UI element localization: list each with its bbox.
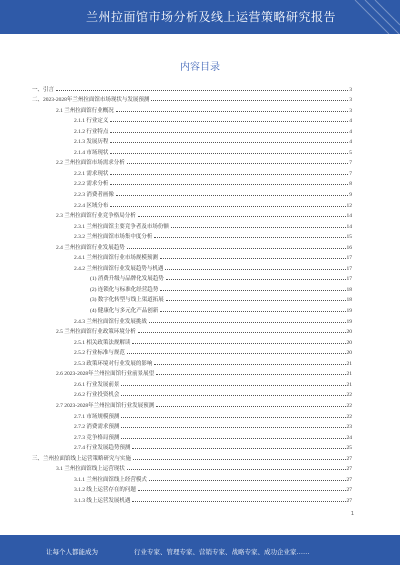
toc-entry-page: 12 [346, 202, 352, 209]
toc-entry-text: 2.5.1 相关政策法规解读 [74, 339, 131, 346]
toc-entry-text: 2.4.2 兰州拉面馆行业发展趋势与机遇 [74, 265, 164, 272]
toc-entry-text: 3.1 兰州拉面馆线上运营现状 [56, 466, 125, 473]
toc-entry[interactable] [32, 82, 352, 93]
toc-entry-text: 2.7.2 消费需求预测 [74, 424, 120, 431]
toc-entry[interactable] [32, 462, 352, 473]
toc-leader-dots [160, 311, 345, 312]
toc-leader-dots [154, 237, 345, 238]
toc-entry-page: 4 [349, 128, 352, 135]
toc-entry-page: 3 [349, 86, 352, 93]
toc-entry[interactable] [32, 177, 352, 188]
toc-entry-page: 14 [346, 213, 352, 220]
toc-leader-dots [138, 216, 346, 217]
toc-entry-page: 4 [349, 118, 352, 125]
table-of-contents [32, 82, 352, 504]
toc-entry[interactable] [32, 388, 352, 399]
toc-leader-dots [132, 343, 345, 344]
toc-leader-dots [110, 174, 348, 175]
toc-entry[interactable] [32, 166, 352, 177]
toc-entry-text: 2.7 2023-2028年兰州拉面馆行业发展预测 [56, 402, 155, 409]
toc-entry-text: 2.3.2 兰州拉面馆市场集中度分析 [74, 234, 153, 241]
toc-entry[interactable] [32, 493, 352, 504]
toc-leader-dots [127, 163, 348, 164]
toc-entry[interactable] [32, 325, 352, 336]
toc-entry-page: 20 [346, 350, 352, 357]
toc-leader-dots [116, 111, 348, 112]
toc-entry-page: 27 [346, 487, 352, 494]
toc-entry-text: (3) 数字化转型与线上渠道拓展 [90, 297, 164, 304]
toc-entry-text: 2.2.3 消费者画像 [74, 192, 114, 199]
toc-leader-dots [56, 90, 348, 91]
toc-entry-text: 2.2.2 需求分析 [74, 181, 109, 188]
report-title: 兰州拉面馆市场分析及线上运营策略研究报告 [86, 10, 337, 24]
toc-entry-text: 2.7.4 行业发展趋势预测 [74, 445, 131, 452]
toc-leader-dots [121, 438, 345, 439]
toc-entry-text: 2.7.1 市场规模预测 [74, 413, 120, 420]
toc-entry-page: 17 [346, 255, 352, 262]
toc-entry-page: 7 [349, 170, 352, 177]
toc-entry[interactable] [32, 251, 352, 262]
toc-entry[interactable] [32, 483, 352, 494]
toc-entry[interactable] [32, 293, 352, 304]
toc-leader-dots [121, 395, 345, 396]
toc-entry-text: 一、引言 [32, 86, 55, 93]
toc-entry[interactable] [32, 356, 352, 367]
toc-leader-dots [171, 227, 346, 228]
toc-entry[interactable] [32, 261, 352, 272]
toc-leader-dots [110, 121, 348, 122]
toc-leader-dots [127, 353, 346, 354]
toc-entry-page: 18 [346, 297, 352, 304]
toc-entry-page: 17 [346, 276, 352, 283]
toc-entry[interactable] [32, 398, 352, 409]
toc-leader-dots [110, 142, 348, 143]
toc-entry-text: 2.1.4 市场现状 [74, 149, 109, 156]
toc-entry-text: (1) 消费升级与品牌化发展趋势 [90, 276, 164, 283]
toc-entry[interactable] [32, 314, 352, 325]
toc-leader-dots [165, 269, 345, 270]
toc-entry[interactable] [32, 420, 352, 431]
toc-entry-page: 16 [346, 244, 352, 251]
toc-entry-page: 27 [346, 466, 352, 473]
toc-entry[interactable] [32, 103, 352, 114]
toc-leader-dots [110, 184, 348, 185]
toc-leader-dots [110, 206, 345, 207]
toc-leader-dots [121, 417, 345, 418]
toc-entry[interactable] [32, 156, 352, 167]
toc-entry[interactable] [32, 472, 352, 483]
toc-entry-text: 2.2.4 区域分布 [74, 202, 109, 209]
toc-entry-page: 23 [346, 424, 352, 431]
toc-entry-text: 2.3.1 兰州拉面馆主要竞争者及市场份额 [74, 223, 169, 230]
toc-entry-page: 17 [346, 265, 352, 272]
toc-entry-page: 14 [346, 223, 352, 230]
toc-entry-text: 2.5 兰州拉面馆行业政策环境分析 [56, 329, 136, 336]
toc-entry-page: 18 [346, 286, 352, 293]
toc-entry-page: 22 [346, 392, 352, 399]
toc-leader-dots [116, 195, 348, 196]
toc-entry-text: 2.6 2023-2028年兰州拉面馆行业前景展望 [56, 371, 155, 378]
toc-entry-page: 5 [349, 149, 352, 156]
footer-banner [0, 535, 400, 565]
toc-entry[interactable] [32, 209, 352, 220]
toc-entry[interactable] [32, 145, 352, 156]
toc-entry-page: 20 [346, 339, 352, 346]
toc-entry[interactable] [32, 367, 352, 378]
toc-leader-dots [166, 300, 346, 301]
toc-entry-page: 27 [346, 497, 352, 504]
toc-leader-dots [110, 153, 348, 154]
toc-entry-text: 2.3 兰州拉面馆行业竞争格局分析 [56, 213, 136, 220]
toc-entry[interactable] [32, 124, 352, 135]
toc-entry-text: 2.4 兰州拉面馆行业发展趋势 [56, 244, 125, 251]
toc-entry-text: 2.5.3 政策环境对行业发展的影响 [74, 360, 153, 367]
toc-entry[interactable] [32, 114, 352, 125]
toc-leader-dots [138, 490, 346, 491]
toc-entry[interactable] [32, 93, 352, 104]
toc-entry-text: 3.1.1 兰州拉面馆线上经营模式 [74, 476, 147, 483]
toc-entry[interactable] [32, 240, 352, 251]
toc-entry-page: 27 [346, 476, 352, 483]
footer-tagline: 行业专家、管理专家、营销专家、战略专家、成功企业家…… [134, 548, 310, 556]
toc-entry-page: 19 [346, 308, 352, 315]
footer-slogan: 让每个人都能成为 [46, 548, 98, 556]
toc-entry-page: 19 [346, 318, 352, 325]
toc-leader-dots [132, 501, 345, 502]
toc-entry-page: 21 [346, 371, 352, 378]
toc-entry-text: 2.6.2 行业投资机会 [74, 392, 120, 399]
toc-heading: 内容目录 [180, 62, 220, 73]
toc-entry-text: 2.1.1 行业定义 [74, 118, 109, 125]
toc-entry[interactable] [32, 430, 352, 441]
toc-entry-text: 二、2023-2028年兰州拉面馆市场现状与发展预测 [32, 97, 150, 104]
toc-entry[interactable] [32, 198, 352, 209]
toc-entry-page: 8 [349, 181, 352, 188]
toc-entry-page: 22 [346, 413, 352, 420]
toc-entry-text: 3.1.3 线上运营发展机遇 [74, 497, 131, 504]
toc-leader-dots [138, 332, 346, 333]
toc-entry-text: 3.1.2 线上运营存在的问题 [74, 487, 136, 494]
toc-entry-text: 2.4.1 兰州拉面馆行业市场规模预测 [74, 255, 158, 262]
toc-leader-dots [156, 374, 345, 375]
toc-entry-text: (4) 健康化与多元化产品创新 [90, 308, 159, 315]
toc-leader-dots [133, 459, 345, 460]
toc-entry-page: 24 [346, 434, 352, 441]
toc-entry-text: 2.1.3 发展历程 [74, 139, 109, 146]
header-decoration [345, 0, 400, 34]
toc-leader-dots [154, 364, 345, 365]
toc-entry[interactable] [32, 409, 352, 420]
toc-entry[interactable] [32, 346, 352, 357]
toc-leader-dots [151, 100, 348, 101]
toc-entry[interactable] [32, 335, 352, 346]
toc-entry[interactable] [32, 451, 352, 462]
toc-entry-text: 三、兰州拉面馆线上运营策略研究与实施 [32, 455, 132, 462]
toc-entry-text: 2.6.1 行业发展前景 [74, 381, 120, 388]
toc-leader-dots [149, 480, 346, 481]
toc-entry-page: 21 [346, 360, 352, 367]
toc-entry[interactable] [32, 272, 352, 283]
toc-leader-dots [127, 248, 346, 249]
toc-entry-page: 7 [349, 160, 352, 167]
toc-entry-page: 3 [349, 107, 352, 114]
toc-entry[interactable] [32, 135, 352, 146]
toc-leader-dots [132, 448, 345, 449]
toc-entry-text: 2.4.3 兰州拉面馆行业发展挑战 [74, 318, 147, 325]
toc-leader-dots [160, 258, 346, 259]
toc-leader-dots [149, 322, 346, 323]
toc-entry-text: 2.2 兰州拉面馆市场需求分析 [56, 160, 125, 167]
toc-entry[interactable] [32, 187, 352, 198]
toc-entry-page: 21 [346, 381, 352, 388]
toc-entry[interactable] [32, 230, 352, 241]
toc-entry-text: 2.7.3 竞争格局预测 [74, 434, 120, 441]
page-number: 1 [350, 511, 354, 517]
toc-entry[interactable] [32, 303, 352, 314]
toc-entry-text: 2.1.2 行业特点 [74, 128, 109, 135]
toc-entry-text: 2.2.1 需求现状 [74, 170, 109, 177]
toc-entry[interactable] [32, 441, 352, 452]
toc-entry-page: 25 [346, 445, 352, 452]
toc-entry-page: 20 [346, 329, 352, 336]
toc-leader-dots [160, 290, 345, 291]
toc-entry-page: 9 [349, 192, 352, 199]
toc-entry[interactable] [32, 282, 352, 293]
toc-leader-dots [156, 406, 345, 407]
toc-leader-dots [166, 279, 346, 280]
toc-entry-text: 2.5.2 行业标准与规范 [74, 350, 125, 357]
toc-leader-dots [121, 427, 345, 428]
toc-leader-dots [121, 385, 345, 386]
toc-entry-page: 4 [349, 139, 352, 146]
toc-entry-page: 3 [349, 97, 352, 104]
toc-entry-page: 27 [346, 455, 352, 462]
toc-entry[interactable] [32, 219, 352, 230]
toc-entry-text: (2) 连锁化与标准化经营趋势 [90, 286, 159, 293]
toc-entry[interactable] [32, 377, 352, 388]
toc-entry-page: 15 [346, 234, 352, 241]
toc-entry-page: 22 [346, 402, 352, 409]
toc-leader-dots [110, 132, 348, 133]
toc-entry-text: 2.1 兰州拉面馆行业概况 [56, 107, 114, 114]
header-banner [0, 0, 400, 34]
toc-leader-dots [127, 469, 346, 470]
